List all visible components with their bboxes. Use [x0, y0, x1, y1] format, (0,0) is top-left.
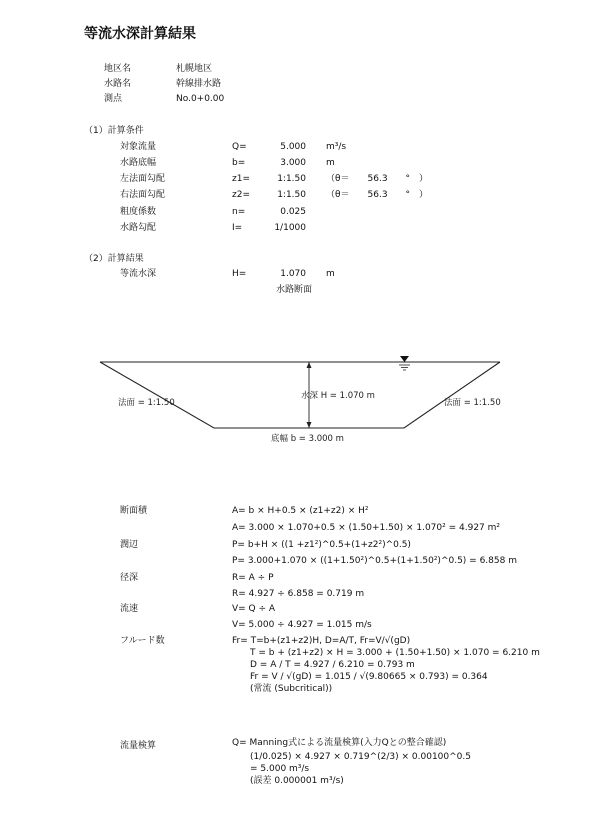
froude-line: T = b + (z1+z2) × H = 3.000 + (1.50+1.50) × 1.070 = 6.210 m — [250, 648, 540, 658]
cond-unit: m³/s — [326, 142, 347, 152]
froude-line: Fr = V / √(gD) = 1.015 / √(9.80665 × 0.793) = 0.364 — [250, 672, 488, 682]
calc-formula: P= b+H × ((1 +z1²)^0.5+(1+z2²)^0.5) — [232, 540, 411, 550]
conditions-heading: （1）計算条件 — [84, 126, 144, 136]
info-label-channel: 水路名 — [104, 79, 132, 89]
info-label-district: 地区名 — [104, 64, 132, 74]
result-symbol: H= — [232, 269, 247, 279]
cond-label: 粗度係数 — [120, 207, 157, 217]
calc-formula: V= Q ÷ A — [232, 604, 276, 614]
depth-label: 水深 H = 1.070 m — [301, 391, 375, 401]
info-value-district: 札幌地区 — [176, 64, 213, 74]
calc-formula: R= A ÷ P — [232, 573, 274, 583]
calc-result: P= 3.000+1.070 × ((1+1.50²)^0.5+(1+1.50²)^0.5) = 6.858 m — [232, 556, 517, 566]
info-value-channel: 幹線排水路 — [176, 79, 222, 89]
froude-label: フルード数 — [120, 636, 165, 646]
cond-value: 1:1.50 — [277, 190, 306, 200]
cond-label: 右法面勾配 — [120, 190, 166, 200]
right-slope-label: 法面 = 1:1.50 — [444, 398, 501, 408]
calc-result: R= 4.927 ÷ 6.858 = 0.719 m — [232, 589, 365, 599]
calc-label-area: 断面積 — [120, 506, 148, 516]
results-heading: （2）計算結果 — [84, 254, 144, 264]
cond-label: 左法面勾配 — [120, 174, 166, 184]
cond-symbol: n= — [232, 207, 246, 217]
check-result: = 5.000 m³/s — [250, 764, 310, 774]
info-label-station: 測点 — [104, 94, 123, 104]
froude-line: D = A / T = 4.927 / 6.210 = 0.793 m — [250, 660, 415, 670]
cond-unit: m — [326, 158, 335, 168]
calc-result: V= 5.000 ÷ 4.927 = 1.015 m/s — [232, 620, 372, 630]
calc-label-radius: 径深 — [120, 573, 139, 583]
diagram-title: 水路断面 — [276, 285, 313, 295]
page-title: 等流水深計算結果 — [84, 26, 196, 42]
cond-value: 1/1000 — [274, 223, 306, 233]
channel-outline — [100, 362, 500, 428]
cond-symbol: z2= — [232, 190, 250, 200]
cond-value: 3.000 — [280, 158, 306, 168]
calc-label-perimeter: 潤辺 — [120, 540, 139, 550]
cond-value: 1:1.50 — [277, 174, 306, 184]
depth-arrow-top — [307, 362, 312, 368]
calc-formula: A= b × H+0.5 × (z1+z2) × H² — [232, 506, 369, 516]
bottom-width-label: 底幅 b = 3.000 m — [271, 434, 344, 444]
cond-symbol: Q= — [232, 142, 247, 152]
result-unit: m — [326, 269, 335, 279]
cond-value: 0.025 — [280, 207, 306, 217]
cond-label: 水路底幅 — [120, 158, 157, 168]
result-label: 等流水深 — [120, 269, 157, 279]
cond-value: 5.000 — [280, 142, 306, 152]
info-value-station: No.0+0.00 — [176, 94, 225, 104]
cond-label: 対象流量 — [120, 142, 157, 152]
cond-symbol: z1= — [232, 174, 250, 184]
left-slope-label: 法面 = 1:1.50 — [118, 398, 175, 408]
calc-label-velocity: 流速 — [120, 604, 139, 614]
depth-arrow-bottom — [307, 422, 312, 428]
cond-label: 水路勾配 — [120, 223, 157, 233]
check-heading: Q= Manning式による流量検算(入力Qとの整合確認) — [232, 738, 447, 748]
check-error: (誤差 0.000001 m³/s) — [250, 776, 344, 786]
froude-regime: (常流 (Subcritical)) — [250, 684, 333, 694]
result-value: 1.070 — [280, 269, 306, 279]
calc-result: A= 3.000 × 1.070+0.5 × (1.50+1.50) × 1.070² = 4.927 m² — [232, 523, 501, 533]
cond-symbol: b= — [232, 158, 246, 168]
froude-formula: Fr= T=b+(z1+z2)H, D=A/T, Fr=V/√(gD) — [232, 636, 411, 646]
check-label: 流量検算 — [120, 741, 157, 751]
check-formula: (1/0.025) × 4.927 × 0.719^(2/3) × 0.00100^0.5 — [250, 752, 471, 762]
cond-angle: （θ＝ 56.3 ° ） — [326, 174, 429, 184]
water-level-icon — [399, 356, 410, 370]
cond-angle: （θ＝ 56.3 ° ） — [326, 190, 429, 200]
cond-symbol: I= — [232, 223, 243, 233]
